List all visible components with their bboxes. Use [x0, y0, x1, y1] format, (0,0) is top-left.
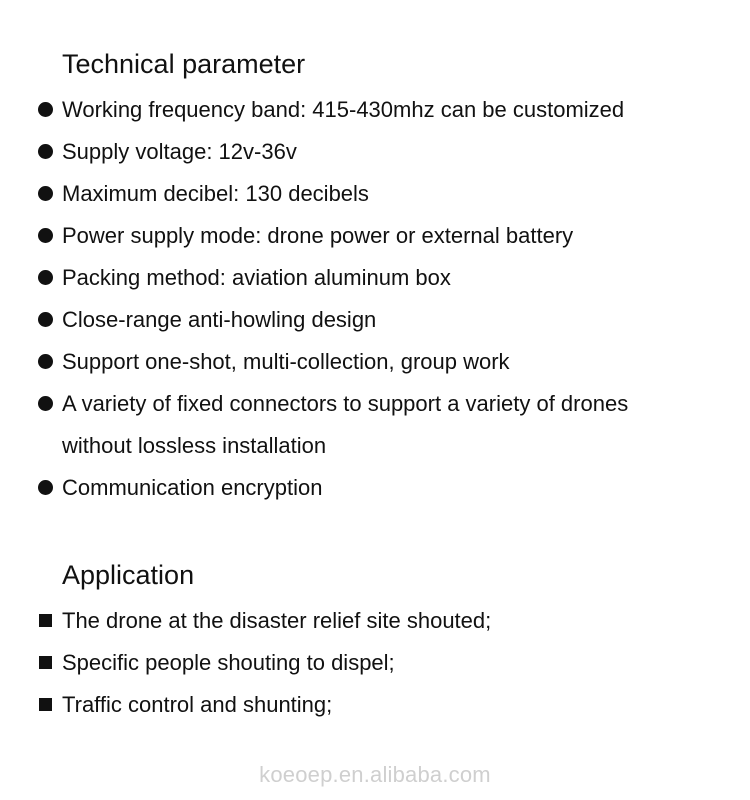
application-list [0, 600, 750, 726]
list-item-text: A variety of fixed connectors to support a variety of drones without lossless installation [62, 391, 629, 458]
list-item [0, 383, 750, 467]
list-item [0, 89, 750, 131]
list-item-text: The drone at the disaster relief site shouted; [62, 608, 492, 633]
bullet-dot-icon [38, 228, 53, 243]
application-title: Application [62, 560, 195, 590]
list-item-text: Communication encryption [62, 475, 323, 500]
bullet-dot-icon [38, 270, 53, 285]
list-item [0, 299, 750, 341]
list-item-text: Traffic control and shunting; [62, 692, 333, 717]
bullet-dot-icon [38, 480, 53, 495]
bullet-dot-icon [38, 396, 53, 411]
list-item [0, 642, 750, 684]
list-item [0, 173, 750, 215]
bullet-dot-icon [38, 144, 53, 159]
list-item [0, 467, 750, 509]
list-item-text: Close-range anti-howling design [62, 307, 377, 332]
bullet-dot-icon [38, 312, 53, 327]
list-item-text: Specific people shouting to dispel; [62, 650, 395, 675]
list-item-text: Packing method: aviation aluminum box [62, 265, 451, 290]
list-item [0, 341, 750, 383]
technical-parameter-title: Technical parameter [62, 49, 306, 79]
list-item [0, 215, 750, 257]
list-item-text: Support one-shot, multi-collection, group work [62, 349, 510, 374]
list-item-text: Supply voltage: 12v-36v [62, 139, 297, 164]
watermark: koeoep.en.alibaba.com [259, 762, 491, 787]
bullet-square-icon [39, 698, 52, 711]
bullet-dot-icon [38, 354, 53, 369]
list-item [0, 257, 750, 299]
list-item-text: Maximum decibel: 130 decibels [62, 181, 369, 206]
list-item [0, 684, 750, 726]
bullet-square-icon [39, 614, 52, 627]
bullet-dot-icon [38, 186, 53, 201]
bullet-dot-icon [38, 102, 53, 117]
list-item-text: Working frequency band: 415-430mhz can be customized [62, 97, 625, 122]
list-item-text: Power supply mode: drone power or external battery [62, 223, 574, 248]
bullet-square-icon [39, 656, 52, 669]
technical-parameter-list [0, 89, 750, 509]
list-item [0, 600, 750, 642]
list-item [0, 131, 750, 173]
